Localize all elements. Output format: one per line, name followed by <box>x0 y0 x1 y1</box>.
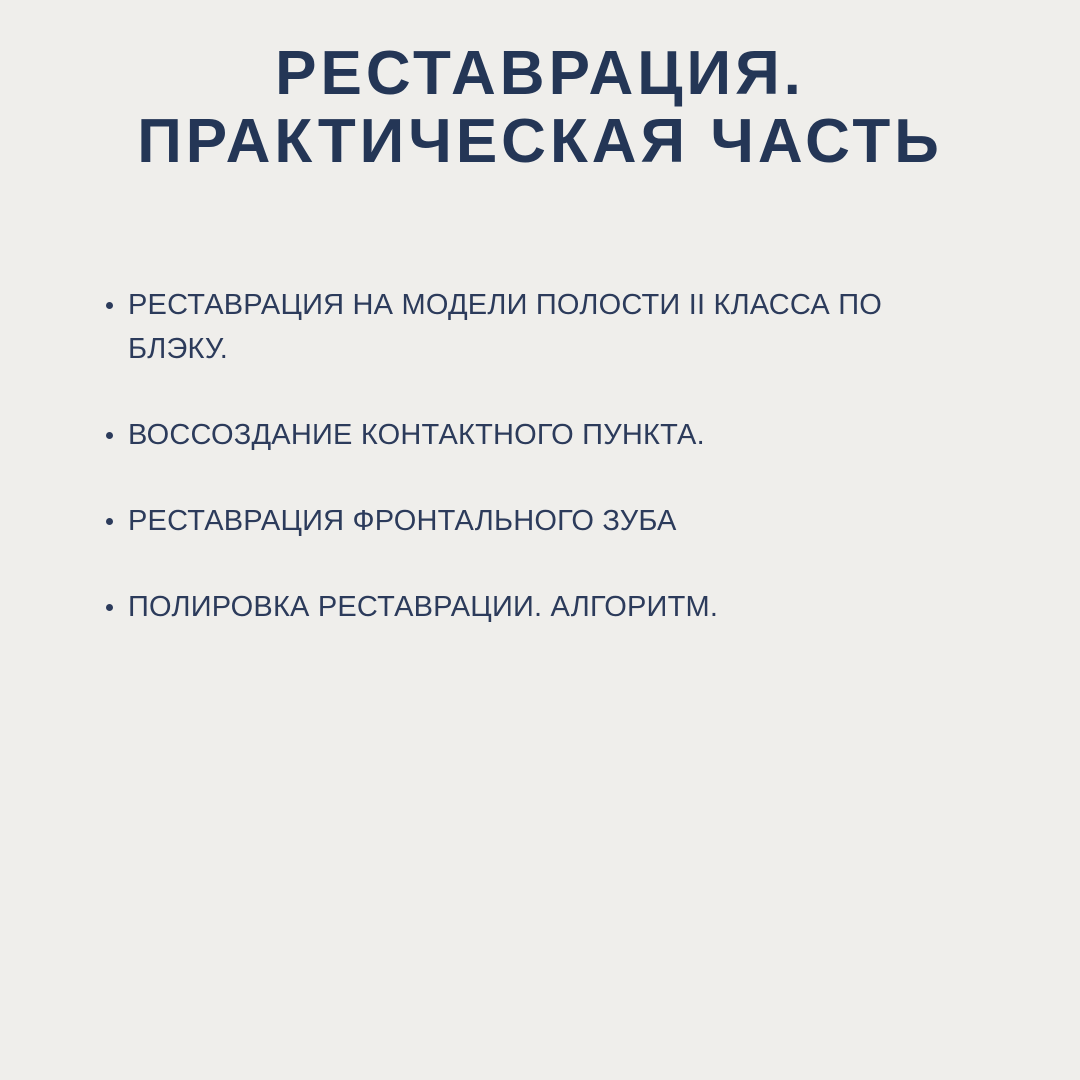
title-line-1: РЕСТАВРАЦИЯ. <box>275 39 805 108</box>
bullet-item-4 <box>104 585 924 629</box>
bullet-text-1: РЕСТАВРАЦИЯ НА МОДЕЛИ ПОЛОСТИ II КЛАССА ПО БЛЭКУ. <box>128 289 882 365</box>
bullet-text-2: ВОССОЗДАНИЕ КОНТАКТНОГО ПУНКТА. <box>128 419 705 451</box>
bullet-list <box>104 283 924 629</box>
bullet-dot-icon <box>106 518 113 525</box>
bullet-dot-icon <box>106 302 113 309</box>
slide-title <box>0 40 1080 176</box>
bullet-text-3: РЕСТАВРАЦИЯ ФРОНТАЛЬНОГО ЗУБА <box>128 505 677 537</box>
bullet-item-3 <box>104 499 924 543</box>
title-line-2: ПРАКТИЧЕСКАЯ ЧАСТЬ <box>137 107 943 176</box>
bullet-dot-icon <box>106 432 113 439</box>
bullet-text-4: ПОЛИРОВКА РЕСТАВРАЦИИ. АЛГОРИТМ. <box>128 591 719 623</box>
bullet-item-2 <box>104 413 924 457</box>
bullet-item-1 <box>104 283 924 371</box>
bullet-dot-icon <box>106 604 113 611</box>
